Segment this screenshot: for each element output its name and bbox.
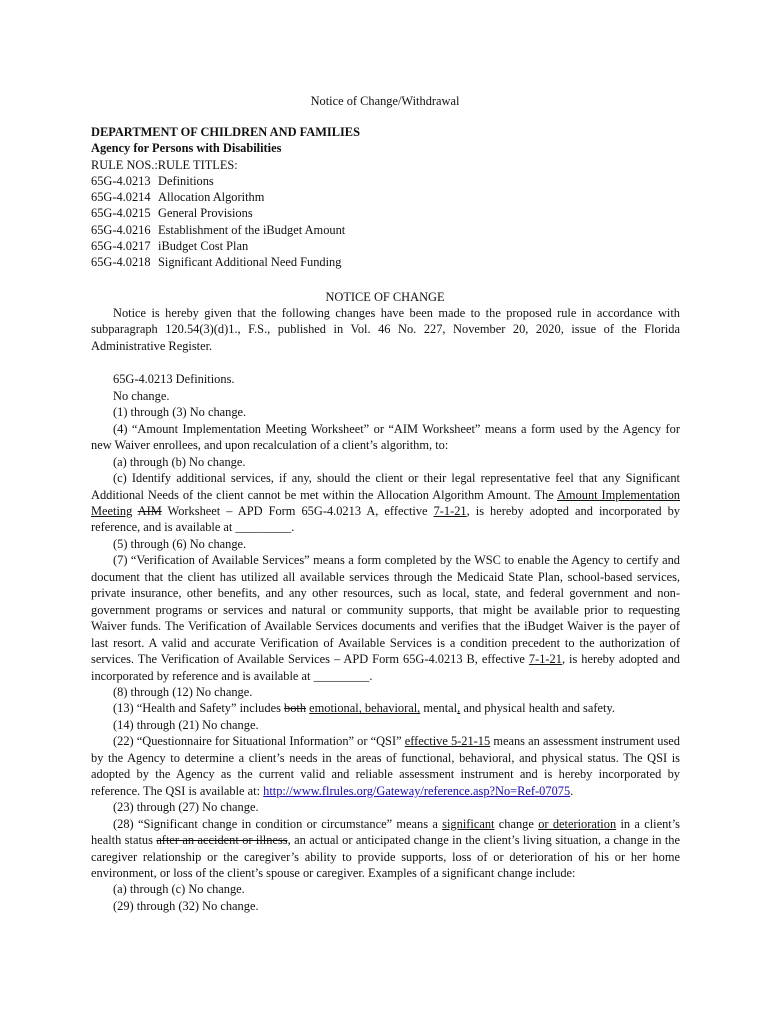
paragraph-8-12: (8) through (12) No change. xyxy=(113,684,253,699)
rule-title: iBudget Cost Plan xyxy=(158,239,249,254)
rule-row xyxy=(91,205,691,221)
notice-body xyxy=(91,305,680,914)
inserted-text: 7-1-21 xyxy=(433,503,467,518)
text-run: (7) “Verification of Available Services” means a form completed by the WSC to enable the Agency to certify and document that the client has utilized all available services through the Medicaid State Plan, school-based services, private insurance, other benefits, and any other resources, such as local, state, and federal government and non-government programs or services and natural or community supports, that might be available prior to requesting Waiver funds. The Verification of Available Services documents and verifies that the iBudget Waiver is the payer of last resort. A valid and accurate Verification of Available Services is a condition precedent to the authorization of services. The Verification of Available Services – APD Form 65G-4.0213 B, effective xyxy=(91,553,680,667)
text-run: , is hereby adopted and incorporated by reference and is available at _________. xyxy=(91,652,680,683)
rule-nos-header: RULE NOS.:RULE TITLES: xyxy=(91,157,238,172)
text-run: , an actual or anticipated change in the client’s living situation, a change in the caregiver relationship or the caregiver’s ability to provide supports, loss of or deterioration of his or her home environment, or loss of the client’s spouse or caregiver. Examples of a significant change include: xyxy=(91,833,681,880)
paragraph-23-27: (23) through (27) No change. xyxy=(113,800,259,815)
rule-row xyxy=(91,222,691,238)
inserted-text: effective 5-21-15 xyxy=(404,734,491,749)
agency-name: Agency for Persons with Disabilities xyxy=(91,141,282,156)
deleted-text: after an accident or illness xyxy=(156,833,288,848)
text-run: (13) “Health and Safety” includes xyxy=(113,701,284,716)
text-run: change xyxy=(494,816,539,831)
rule-number: 65G-4.0216 xyxy=(91,222,151,237)
inserted-text: , xyxy=(457,701,461,716)
paragraph-4c xyxy=(91,470,680,536)
rule-number: 65G-4.0215 xyxy=(91,206,151,221)
text-run: Worksheet – APD Form 65G-4.0213 A, effective xyxy=(161,503,434,518)
paragraph-28 xyxy=(91,816,680,882)
rule-number: 65G-4.0214 xyxy=(91,190,151,205)
text-run: (22) “Questionnaire for Situational Information” or “QSI” xyxy=(113,734,405,749)
rule-number: 65G-4.0217 xyxy=(91,239,151,254)
paragraph-1-3: (1) through (3) No change. xyxy=(113,405,247,420)
rule-header-block xyxy=(91,124,691,271)
rule-title: General Provisions xyxy=(158,206,253,221)
rule-title: Significant Additional Need Funding xyxy=(158,255,342,270)
no-change-line: No change. xyxy=(113,388,170,403)
qsi-reference-link[interactable]: http://www.flrules.org/Gateway/reference.asp?No=Ref-07075 xyxy=(263,783,571,798)
inserted-text: significant xyxy=(442,816,495,831)
paragraph-29-32: (29) through (32) No change. xyxy=(113,898,259,913)
intro-paragraph: Notice is hereby given that the following changes have been made to the proposed rule in accordance with subparagraph 120.54(3)(d)1., F.S., published in Vol. 46 No. 227, November 20, 2020, issue of the Florida Administrative Register. xyxy=(91,306,680,353)
rule-row xyxy=(91,238,691,254)
paragraph-22 xyxy=(91,733,680,799)
rule-title: Establishment of the iBudget Amount xyxy=(158,222,346,237)
paragraph-7 xyxy=(91,552,680,684)
paragraph-14-21: (14) through (21) No change. xyxy=(113,717,259,732)
rule-title: Definitions xyxy=(158,173,214,188)
rule-number: 65G-4.0218 xyxy=(91,255,151,270)
text-run: , is hereby adopted and incorporated by reference, and is available at _________. xyxy=(91,503,680,535)
paragraph-13 xyxy=(91,700,680,716)
inserted-text: 7-1-21 xyxy=(528,652,562,667)
paragraph-4: (4) “Amount Implementation Meeting Worksheet” or “AIM Worksheet” means a form used by the Agency for new Waiver enrollees, and upon recalculation of a client’s algorithm, to: xyxy=(91,421,680,453)
rule-row xyxy=(91,189,691,205)
department-name: DEPARTMENT OF CHILDREN AND FAMILIES xyxy=(91,125,360,139)
rule-row xyxy=(91,254,691,270)
inserted-text: emotional, behavioral, xyxy=(309,701,421,716)
rule-title: Allocation Algorithm xyxy=(158,190,265,205)
inserted-text: or deterioration xyxy=(538,816,617,831)
text-run: (28) “Significant change in condition or circumstance” means a xyxy=(113,816,443,831)
deleted-text: both xyxy=(284,701,307,716)
page-title: Notice of Change/Withdrawal xyxy=(310,94,460,108)
notice-heading: NOTICE OF CHANGE xyxy=(325,290,445,304)
paragraph-4ab: (a) through (b) No change. xyxy=(113,454,246,469)
deleted-text: AIM xyxy=(137,503,162,518)
paragraph-28ac: (a) through (c) No change. xyxy=(113,882,245,897)
rule-row xyxy=(91,173,691,189)
text-run: . xyxy=(570,783,574,798)
text-run: and physical health and safety. xyxy=(460,701,615,716)
text-run: in a client’s health status xyxy=(91,816,680,848)
paragraph-5-6: (5) through (6) No change. xyxy=(113,536,247,551)
text-run: (c) Identify additional services, if any, should the client or their legal representative feel that any Significant Additional Needs of the client cannot be met within the Allocation Algorithm Amount. The xyxy=(91,471,680,502)
text-run: mental xyxy=(420,701,458,716)
text-run: means an assessment instrument used by the Agency to determine a client’s needs in the areas of functional, behavioral, and physical status. The QSI is adopted by the Agency as the current valid and reliable assessment instrument and is hereby incorporated by reference. The QSI is available at: xyxy=(91,734,681,798)
rule-number: 65G-4.0213 xyxy=(91,173,151,188)
inserted-text: Amount Implementation Meeting xyxy=(91,487,680,518)
section-title: 65G-4.0213 Definitions. xyxy=(113,372,235,387)
